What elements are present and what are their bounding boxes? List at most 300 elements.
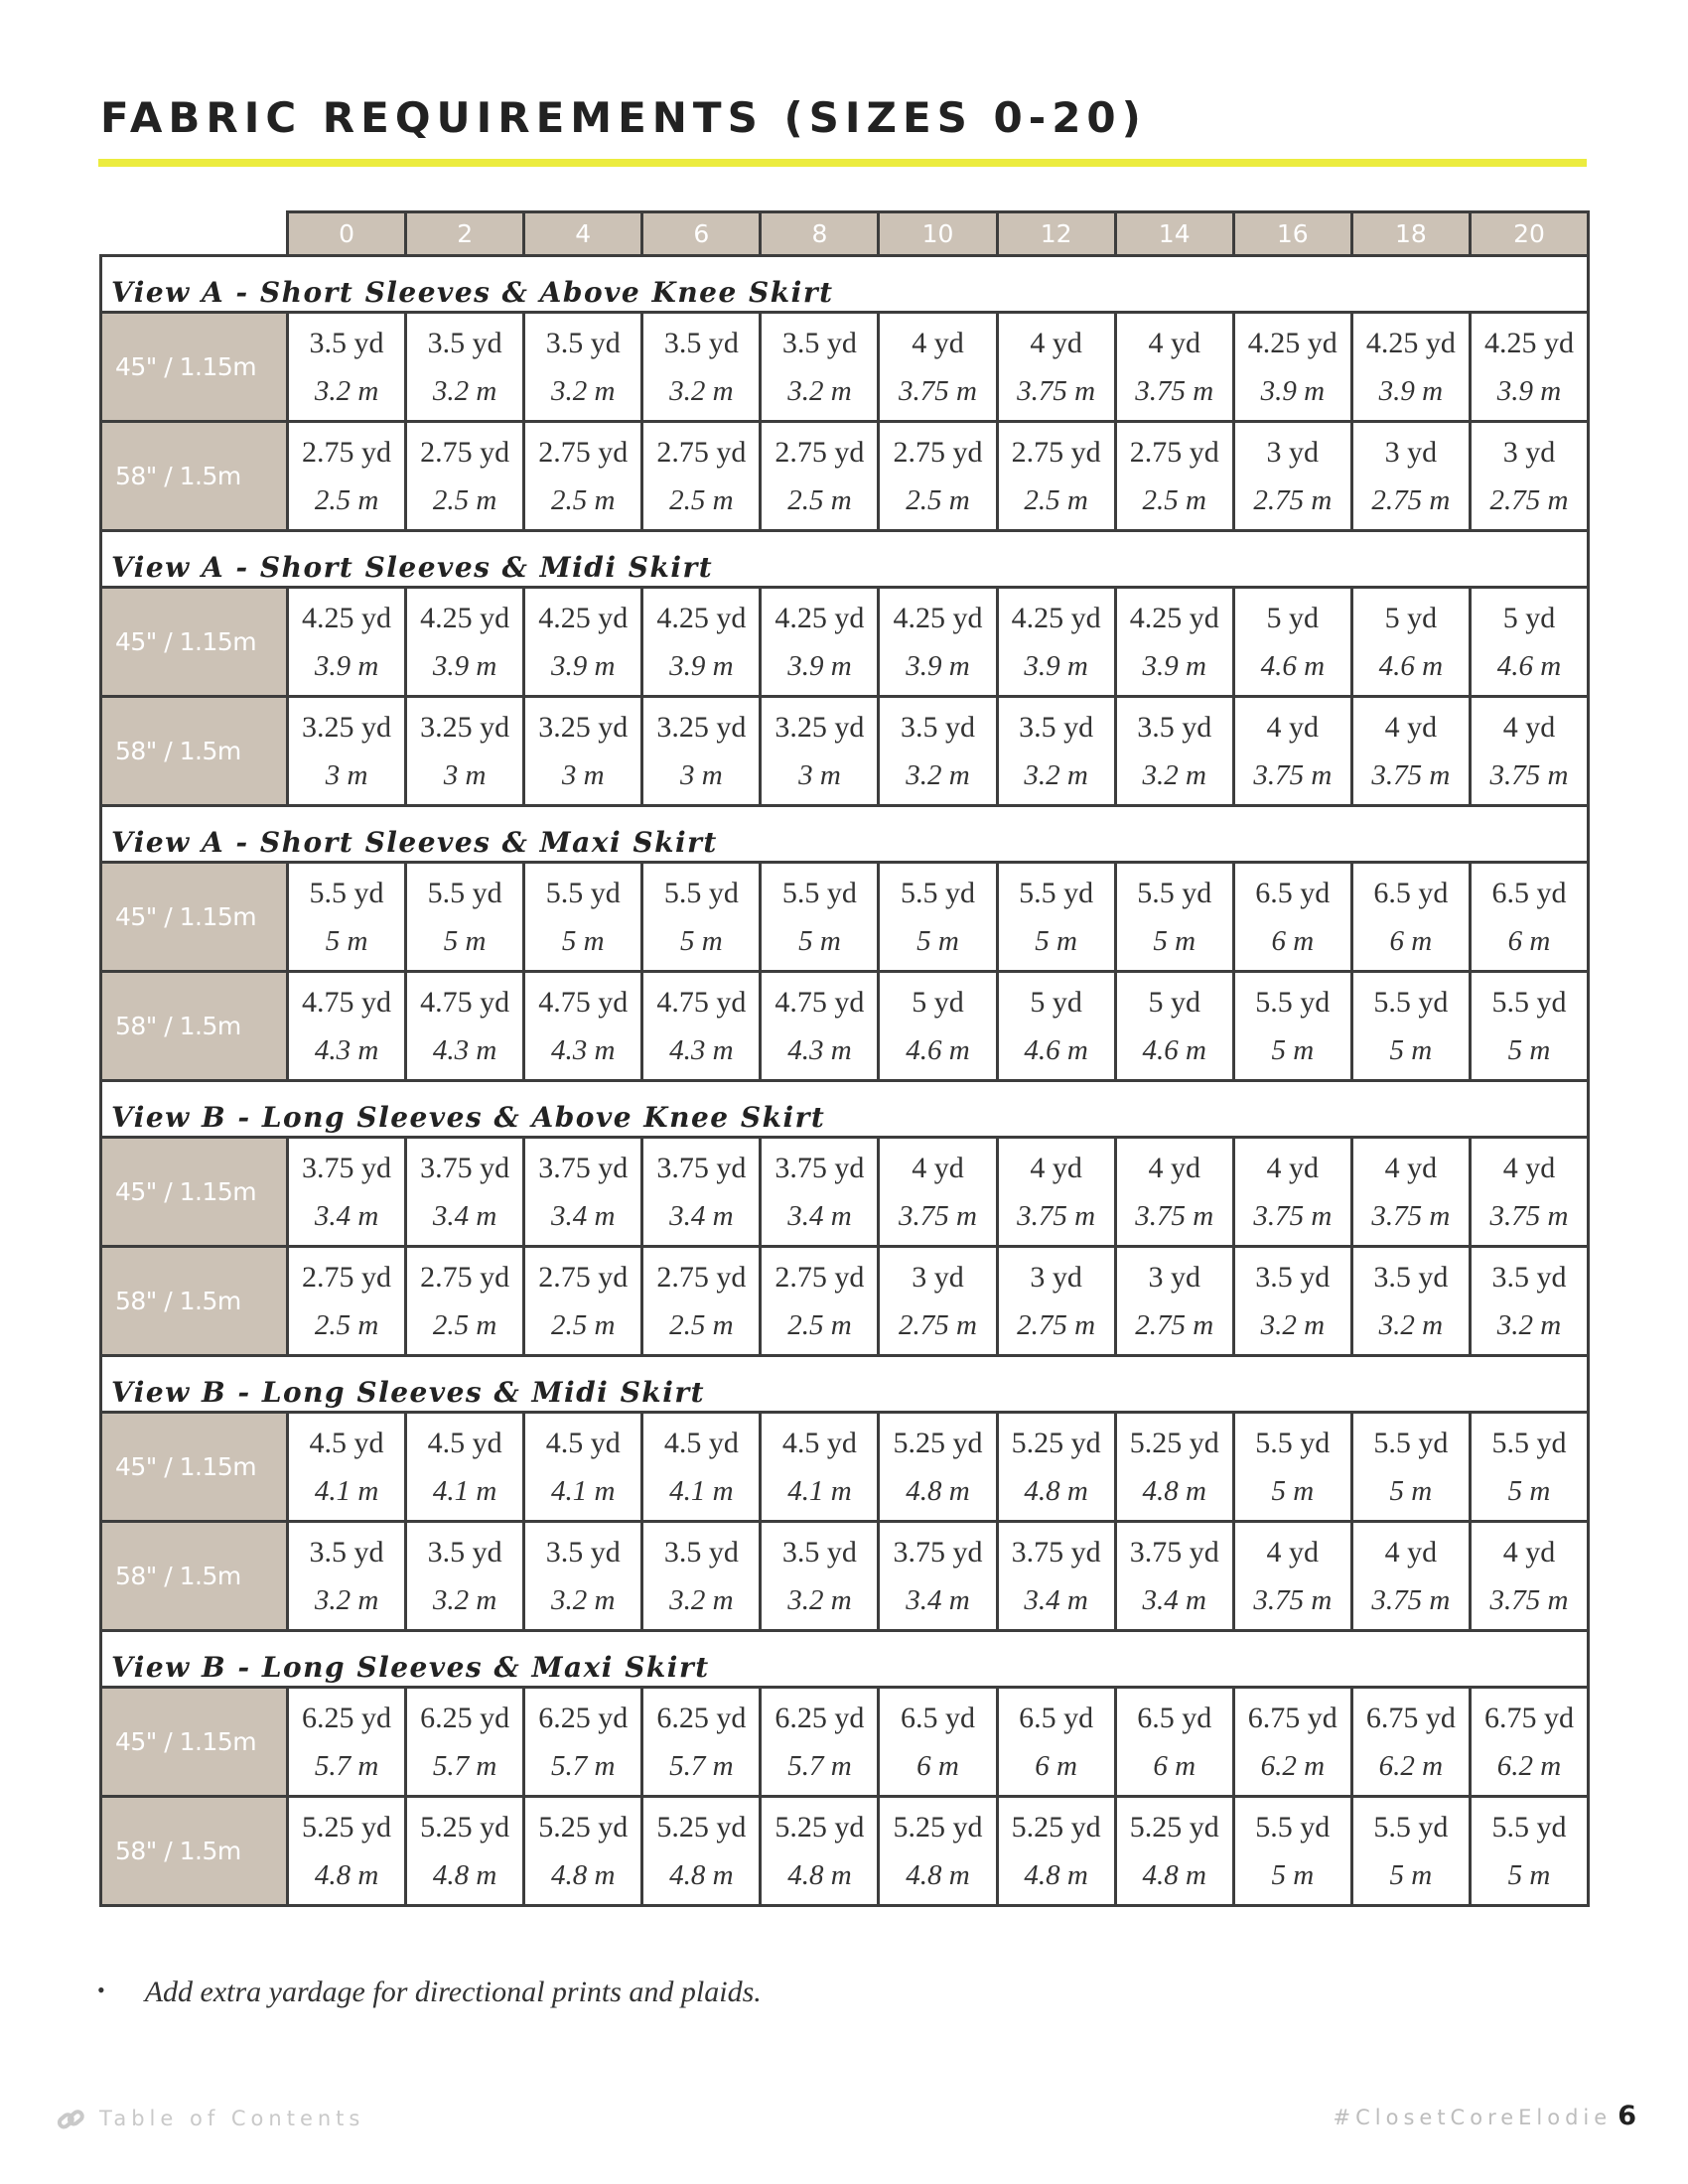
meterage-value: 4.8 m (551, 1859, 616, 1891)
requirement-cell (642, 972, 761, 1081)
meterage-value: 3.2 m (551, 1584, 616, 1616)
table-row (101, 313, 1589, 422)
meterage-value: 3.2 m (1260, 1309, 1326, 1341)
meterage-value: 4.8 m (906, 1859, 970, 1891)
yardage-value: 6.25 yd (420, 1702, 510, 1734)
yardage-value: 5.5 yd (1491, 1427, 1567, 1459)
requirement-cell (1233, 863, 1351, 972)
footer-right (1334, 2101, 1636, 2131)
yardage-value: 4 yd (1030, 1152, 1082, 1184)
requirement-cell (288, 697, 406, 806)
requirement-cell (1351, 588, 1470, 697)
yardage-value: 3.25 yd (302, 711, 392, 744)
view-row (101, 531, 1589, 588)
yardage-value: 5.25 yd (302, 1811, 392, 1843)
yardage-value: 6.25 yd (774, 1702, 865, 1734)
requirement-cell (879, 1138, 997, 1247)
meterage-value: 4.8 m (1024, 1859, 1088, 1891)
meterage-value: 4.3 m (432, 1034, 497, 1066)
size-header-cell: 8 (761, 212, 879, 256)
yardage-value: 6.25 yd (302, 1702, 392, 1734)
requirement-cell (642, 313, 761, 422)
yardage-value: 4.5 yd (309, 1427, 384, 1459)
table-row (101, 1522, 1589, 1631)
requirement-cell (879, 313, 997, 422)
yardage-value: 4 yd (1384, 1536, 1438, 1569)
meterage-value: 4.1 m (314, 1475, 379, 1507)
requirement-cell (1470, 697, 1588, 806)
meterage-value: 3.9 m (314, 650, 379, 682)
yardage-value: 5.25 yd (893, 1427, 983, 1459)
yardage-value: 4.25 yd (538, 602, 629, 634)
requirement-cell (1233, 1138, 1351, 1247)
requirement-cell (1115, 1247, 1233, 1356)
requirement-cell (1233, 697, 1351, 806)
view-row (101, 1631, 1589, 1688)
yardage-value: 3.5 yd (781, 327, 857, 359)
yardage-value: 4 yd (1148, 1152, 1200, 1184)
requirement-cell (524, 1247, 642, 1356)
yardage-value: 4.5 yd (663, 1427, 739, 1459)
requirement-cell (524, 863, 642, 972)
meterage-value: 3.2 m (551, 375, 616, 407)
requirement-cell (997, 1522, 1115, 1631)
footnote-text: Add extra yardage for directional prints and plaids. (144, 1976, 762, 2008)
yardage-value: 4.25 yd (774, 602, 865, 634)
yardage-value: 4 yd (1148, 327, 1200, 359)
meterage-value: 3.4 m (314, 1200, 379, 1232)
meterage-value: 4.1 m (432, 1475, 497, 1507)
meterage-value: 3.4 m (1142, 1584, 1206, 1616)
requirement-cell (997, 1138, 1115, 1247)
requirement-cell (1351, 1413, 1470, 1522)
meterage-value: 4.8 m (1142, 1475, 1206, 1507)
meterage-value: 5 m (443, 925, 487, 957)
meterage-value: 4.1 m (669, 1475, 734, 1507)
yardage-value: 4 yd (1266, 711, 1320, 744)
requirement-cell (879, 972, 997, 1081)
view-row (101, 256, 1589, 313)
requirement-cell (1470, 1413, 1588, 1522)
yardage-value: 3.75 yd (893, 1536, 983, 1569)
requirement-cell (879, 1522, 997, 1631)
yardage-value: 6.5 yd (1255, 877, 1331, 909)
requirement-cell (1470, 422, 1588, 531)
yardage-value: 3.75 yd (302, 1152, 392, 1184)
view-row (101, 1356, 1589, 1413)
yardage-value: 5.5 yd (1255, 986, 1331, 1019)
meterage-value: 5 m (561, 925, 605, 957)
size-header-cell: 12 (997, 212, 1115, 256)
yardage-value: 5 yd (1148, 986, 1200, 1019)
yardage-value: 2.75 yd (302, 436, 392, 469)
yardage-value: 5 yd (1266, 602, 1320, 634)
meterage-value: 5 m (679, 925, 723, 957)
fabric-requirements-table (99, 210, 1590, 1907)
meterage-value: 2.5 m (314, 1309, 379, 1341)
meterage-value: 3.2 m (432, 375, 497, 407)
yardage-value: 3 yd (1384, 436, 1438, 469)
yardage-value: 2.75 yd (420, 436, 510, 469)
yardage-value: 3.75 yd (1011, 1536, 1101, 1569)
yardage-value: 4 yd (1266, 1536, 1320, 1569)
yardage-value: 4.25 yd (302, 602, 392, 634)
requirement-cell (524, 313, 642, 422)
meterage-value: 3.75 m (1489, 1200, 1569, 1232)
requirement-cell (1351, 1522, 1470, 1631)
requirement-cell (406, 1797, 524, 1906)
yardage-value: 3.5 yd (427, 327, 502, 359)
yardage-value: 2.75 yd (538, 436, 629, 469)
meterage-value: 2.5 m (787, 484, 852, 516)
yardage-value: 5.5 yd (901, 877, 976, 909)
table-row (101, 863, 1589, 972)
requirement-cell (761, 697, 879, 806)
yardage-value: 4 yd (1266, 1152, 1320, 1184)
meterage-value: 3.9 m (551, 650, 616, 682)
yardage-value: 4.25 yd (1247, 327, 1337, 359)
yardage-value: 5.25 yd (420, 1811, 510, 1843)
meterage-value: 2.5 m (1024, 484, 1088, 516)
requirement-cell (879, 1247, 997, 1356)
meterage-value: 3.75 m (1489, 1584, 1569, 1616)
yardage-value: 5.25 yd (893, 1811, 983, 1843)
requirement-cell (524, 1413, 642, 1522)
yardage-value: 5.5 yd (1491, 1811, 1567, 1843)
yardage-value: 2.75 yd (1011, 436, 1101, 469)
meterage-value: 3.75 m (1489, 759, 1569, 791)
size-header-cell: 20 (1470, 212, 1588, 256)
requirement-cell (1115, 1797, 1233, 1906)
yardage-value: 5.5 yd (1373, 1427, 1449, 1459)
yardage-value: 3.5 yd (545, 327, 621, 359)
size-header-cell: 18 (1351, 212, 1470, 256)
yardage-value: 3.5 yd (1373, 1261, 1449, 1294)
meterage-value: 5.7 m (314, 1750, 379, 1782)
requirement-cell (1115, 697, 1233, 806)
yardage-value: 3.75 yd (1129, 1536, 1219, 1569)
yardage-value: 4.75 yd (420, 986, 510, 1019)
meterage-value: 5 m (1035, 925, 1077, 957)
requirement-cell (1115, 1138, 1233, 1247)
meterage-value: 3.9 m (1496, 375, 1562, 407)
meterage-value: 2.5 m (669, 1309, 734, 1341)
yardage-value: 3.75 yd (420, 1152, 510, 1184)
meterage-value: 2.5 m (314, 484, 379, 516)
meterage-value: 5.7 m (787, 1750, 852, 1782)
requirement-cell (642, 588, 761, 697)
meterage-value: 4.6 m (1260, 650, 1326, 682)
yardage-value: 5.5 yd (781, 877, 857, 909)
fabric-width-label: 58" / 1.5m (101, 1522, 288, 1631)
requirement-cell (1470, 1688, 1588, 1797)
toc-label[interactable]: Table of Contents (99, 2107, 365, 2130)
meterage-value: 3.75 m (1371, 759, 1451, 791)
requirement-cell (1470, 972, 1588, 1081)
yardage-value: 5.5 yd (1019, 877, 1094, 909)
requirement-cell (997, 863, 1115, 972)
size-header-cell: 0 (288, 212, 406, 256)
yardage-value: 4 yd (1502, 711, 1556, 744)
meterage-value: 4.6 m (1024, 1034, 1088, 1066)
meterage-value: 3.2 m (1378, 1309, 1444, 1341)
requirement-cell (288, 1688, 406, 1797)
yardage-value: 5 yd (1384, 602, 1438, 634)
requirement-cell (406, 863, 524, 972)
meterage-value: 2.75 m (1489, 484, 1569, 516)
requirement-cell (761, 1138, 879, 1247)
requirement-cell (879, 1797, 997, 1906)
yardage-value: 3.5 yd (1255, 1261, 1331, 1294)
yardage-value: 4.5 yd (427, 1427, 502, 1459)
yardage-value: 4.25 yd (420, 602, 510, 634)
requirement-cell (997, 1413, 1115, 1522)
yardage-value: 3.5 yd (545, 1536, 621, 1569)
yardage-value: 3.5 yd (781, 1536, 857, 1569)
meterage-value: 3.9 m (787, 650, 852, 682)
requirement-cell (1115, 1688, 1233, 1797)
requirement-cell (288, 1413, 406, 1522)
requirement-cell (1115, 1522, 1233, 1631)
yardage-value: 6.5 yd (1491, 877, 1567, 909)
yardage-value: 3.5 yd (1137, 711, 1212, 744)
table-row (101, 1413, 1589, 1522)
meterage-value: 3.75 m (1253, 1584, 1333, 1616)
meterage-value: 2.75 m (1135, 1309, 1214, 1341)
requirement-cell (642, 863, 761, 972)
requirement-cell (406, 1688, 524, 1797)
requirement-cell (524, 972, 642, 1081)
table-row (101, 588, 1589, 697)
requirement-cell (1233, 588, 1351, 697)
meterage-value: 2.5 m (906, 484, 970, 516)
requirement-cell (406, 588, 524, 697)
meterage-value: 3.2 m (787, 375, 852, 407)
toc-link[interactable] (56, 2105, 364, 2134)
yardage-value: 3.75 yd (538, 1152, 629, 1184)
meterage-value: 3.75 m (1371, 1584, 1451, 1616)
meterage-value: 3.9 m (432, 650, 497, 682)
requirement-cell (288, 1138, 406, 1247)
yardage-value: 4.75 yd (302, 986, 392, 1019)
requirement-cell (642, 1797, 761, 1906)
requirement-cell (288, 1797, 406, 1906)
yardage-value: 3 yd (1030, 1261, 1082, 1294)
yardage-value: 5.25 yd (656, 1811, 747, 1843)
requirement-cell (524, 1688, 642, 1797)
meterage-value: 6 m (1035, 1750, 1077, 1782)
requirement-cell (1351, 863, 1470, 972)
requirement-cell (1115, 313, 1233, 422)
meterage-value: 6 m (1507, 925, 1551, 957)
meterage-value: 5.7 m (669, 1750, 734, 1782)
requirement-cell (288, 1522, 406, 1631)
yardage-value: 3 yd (1266, 436, 1320, 469)
meterage-value: 2.75 m (899, 1309, 977, 1341)
yardage-value: 4 yd (912, 1152, 964, 1184)
requirement-cell (642, 1522, 761, 1631)
meterage-value: 3.75 m (1253, 759, 1333, 791)
meterage-value: 3.2 m (1024, 759, 1088, 791)
yardage-value: 5.25 yd (1129, 1427, 1219, 1459)
requirement-cell (997, 697, 1115, 806)
meterage-value: 3.4 m (906, 1584, 970, 1616)
table-row (101, 1688, 1589, 1797)
requirement-cell (1351, 1797, 1470, 1906)
yardage-value: 6.75 yd (1247, 1702, 1337, 1734)
fabric-width-label: 58" / 1.5m (101, 1247, 288, 1356)
meterage-value: 5 m (798, 925, 841, 957)
requirement-cell (761, 863, 879, 972)
requirement-cell (1470, 863, 1588, 972)
meterage-value: 3.2 m (787, 1584, 852, 1616)
requirement-cell (997, 313, 1115, 422)
yardage-value: 4.25 yd (1483, 327, 1574, 359)
requirement-cell (1351, 1688, 1470, 1797)
yardage-value: 2.75 yd (302, 1261, 392, 1294)
requirement-cell (879, 1413, 997, 1522)
fabric-width-label: 58" / 1.5m (101, 422, 288, 531)
meterage-value: 3 m (679, 759, 723, 791)
meterage-value: 3.75 m (1135, 1200, 1214, 1232)
yardage-value: 2.75 yd (1129, 436, 1219, 469)
requirement-cell (1233, 422, 1351, 531)
meterage-value: 3.9 m (1378, 375, 1444, 407)
requirement-cell (1115, 863, 1233, 972)
requirement-cell (288, 313, 406, 422)
yardage-value: 5.5 yd (1491, 986, 1567, 1019)
yardage-value: 3.5 yd (309, 1536, 384, 1569)
requirement-cell (1233, 1688, 1351, 1797)
fabric-width-label: 58" / 1.5m (101, 697, 288, 806)
requirement-cell (1115, 588, 1233, 697)
yardage-value: 3.75 yd (774, 1152, 865, 1184)
view-label: View A - Short Sleeves & Midi Skirt (101, 531, 1589, 588)
yardage-value: 3.25 yd (774, 711, 865, 744)
meterage-value: 4.8 m (1024, 1475, 1088, 1507)
yardage-value: 2.75 yd (774, 1261, 865, 1294)
size-header-cell: 4 (524, 212, 642, 256)
bullet-icon: • (97, 1978, 105, 2002)
meterage-value: 3.4 m (432, 1200, 497, 1232)
meterage-value: 4.8 m (314, 1859, 379, 1891)
yardage-value: 5.5 yd (427, 877, 502, 909)
meterage-value: 3.9 m (669, 650, 734, 682)
meterage-value: 4.8 m (432, 1859, 497, 1891)
yardage-value: 2.75 yd (538, 1261, 629, 1294)
requirement-cell (997, 588, 1115, 697)
fabric-width-label: 45" / 1.15m (101, 588, 288, 697)
requirement-cell (642, 1247, 761, 1356)
meterage-value: 5 m (1271, 1475, 1315, 1507)
meterage-value: 2.75 m (1017, 1309, 1096, 1341)
fabric-width-label: 45" / 1.15m (101, 863, 288, 972)
requirement-cell (642, 1413, 761, 1522)
requirement-cell (1351, 972, 1470, 1081)
meterage-value: 3.75 m (899, 1200, 977, 1232)
meterage-value: 6.2 m (1378, 1750, 1444, 1782)
meterage-value: 3.4 m (787, 1200, 852, 1232)
yardage-value: 5 yd (912, 986, 964, 1019)
yardage-value: 6.5 yd (901, 1702, 976, 1734)
yardage-value: 5.5 yd (1255, 1427, 1331, 1459)
requirement-cell (1470, 1247, 1588, 1356)
yardage-value: 3.25 yd (538, 711, 629, 744)
meterage-value: 3.2 m (1142, 759, 1206, 791)
yardage-value: 3.5 yd (1491, 1261, 1567, 1294)
meterage-value: 5 m (1389, 1859, 1433, 1891)
meterage-value: 2.5 m (432, 484, 497, 516)
table-body (101, 256, 1589, 1906)
meterage-value: 5 m (1507, 1034, 1551, 1066)
size-header-cell: 16 (1233, 212, 1351, 256)
size-header-row (101, 212, 1589, 256)
meterage-value: 4.3 m (669, 1034, 734, 1066)
meterage-value: 3.75 m (1017, 375, 1096, 407)
requirement-cell (288, 422, 406, 531)
yardage-value: 5 yd (1030, 986, 1082, 1019)
requirement-cell (1351, 1247, 1470, 1356)
yardage-value: 3.5 yd (1019, 711, 1094, 744)
meterage-value: 3.75 m (1017, 1200, 1096, 1232)
view-label: View A - Short Sleeves & Above Knee Skirt (101, 256, 1589, 313)
yardage-value: 6.5 yd (1019, 1702, 1094, 1734)
meterage-value: 2.75 m (1253, 484, 1333, 516)
meterage-value: 2.75 m (1371, 484, 1451, 516)
yardage-value: 2.75 yd (420, 1261, 510, 1294)
yardage-value: 3.5 yd (663, 1536, 739, 1569)
requirement-cell (761, 1688, 879, 1797)
requirement-cell (761, 1413, 879, 1522)
view-label: View B - Long Sleeves & Maxi Skirt (101, 1631, 1589, 1688)
meterage-value: 5 m (1271, 1859, 1315, 1891)
meterage-value: 2.5 m (669, 484, 734, 516)
requirement-cell (997, 1797, 1115, 1906)
fabric-width-label: 45" / 1.15m (101, 1688, 288, 1797)
meterage-value: 3.75 m (1135, 375, 1214, 407)
table-corner (101, 212, 288, 256)
meterage-value: 3 m (325, 759, 368, 791)
requirement-cell (1115, 422, 1233, 531)
meterage-value: 5 m (1153, 925, 1196, 957)
yardage-value: 4.75 yd (656, 986, 747, 1019)
yardage-value: 4 yd (1502, 1152, 1556, 1184)
requirement-cell (761, 972, 879, 1081)
requirement-cell (1233, 1247, 1351, 1356)
requirement-cell (524, 1138, 642, 1247)
requirement-cell (761, 422, 879, 531)
requirement-cell (761, 1247, 879, 1356)
yardage-value: 4 yd (1502, 1536, 1556, 1569)
yardage-value: 5.25 yd (1011, 1811, 1101, 1843)
link-icon (56, 2105, 85, 2134)
yardage-value: 5.5 yd (545, 877, 621, 909)
hashtag: #ClosetCoreElodie (1333, 2106, 1613, 2129)
fabric-width-label: 45" / 1.15m (101, 1138, 288, 1247)
requirement-cell (406, 1413, 524, 1522)
fabric-width-label: 45" / 1.15m (101, 1413, 288, 1522)
meterage-value: 3.9 m (1142, 650, 1206, 682)
requirement-cell (761, 588, 879, 697)
yardage-value: 6.25 yd (538, 1702, 629, 1734)
requirement-cell (406, 1138, 524, 1247)
requirement-cell (288, 863, 406, 972)
requirement-cell (1233, 972, 1351, 1081)
requirement-cell (761, 1797, 879, 1906)
requirement-cell (997, 422, 1115, 531)
yardage-value: 4 yd (1384, 711, 1438, 744)
meterage-value: 4.8 m (787, 1859, 852, 1891)
